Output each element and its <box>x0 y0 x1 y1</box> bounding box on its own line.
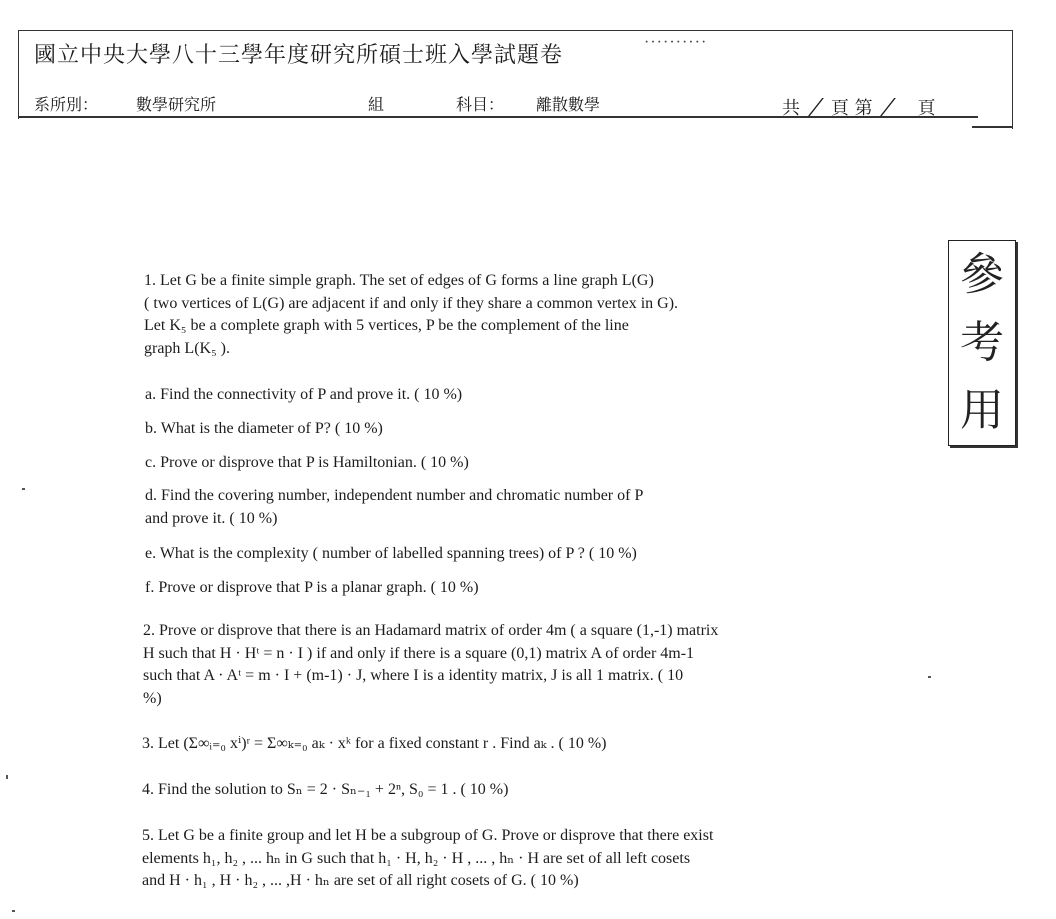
question-5 <box>142 825 713 893</box>
department-value: 數學研究所 <box>136 95 217 114</box>
question-line: ( two vertices of L(G) are adjacent if and only if they share a common vertex in G). <box>144 294 679 312</box>
slash-mark: / <box>805 95 825 120</box>
scan-speck <box>22 488 25 490</box>
scan-speck <box>6 775 8 779</box>
exam-title: 國立中央大學八十三學年度研究所碩士班入學試題卷 <box>34 43 564 68</box>
question-1b: b. What is the diameter of P? ( 10 %) <box>145 420 383 437</box>
question-3: 3. Let (Σ∞ᵢ₌₀ xⁱ)ʳ = Σ∞ₖ₌₀ aₖ · xᵏ for a fixed constant r . Find aₖ . ( 10 %) <box>142 735 607 752</box>
question-1f: f. Prove or disprove that P is a planar graph. ( 10 %) <box>145 579 479 596</box>
question-1e: e. What is the complexity ( number of labelled spanning trees) of P ? ( 10 %) <box>145 545 637 562</box>
group-label: 組 <box>368 95 385 114</box>
question-line: %) <box>143 689 162 707</box>
question-line: 2. Prove or disprove that there is an Hadamard matrix of order 4m ( a square (1,-1) matrix <box>143 622 719 639</box>
question-1 <box>144 270 678 360</box>
question-line: graph L(K₅ ). <box>144 339 230 357</box>
stamp-char: 參 <box>960 249 1004 300</box>
question-line: 5. Let G be a finite group and let H be a subgroup of G. Prove or disprove that there exist <box>142 827 714 844</box>
question-line: Let K₅ be a complete graph with 5 vertices, P be the complement of the line <box>144 317 629 334</box>
header-rule-right <box>972 126 1013 128</box>
department-label: 系所別： <box>34 95 99 114</box>
stamp-char: 用 <box>960 385 1004 436</box>
subject-label: 科目： <box>456 95 505 114</box>
question-4: 4. Find the solution to Sₙ = 2 · Sₙ₋₁ + 2ⁿ, S₀ = 1 . ( 10 %) <box>142 781 509 798</box>
question-line: H such that H · Hᵗ = n · I ) if and only if there is a square (0,1) matrix A of order 4m-1 <box>143 644 695 662</box>
scan-speck <box>928 676 931 678</box>
question-line: 1. Let G be a finite simple graph. The set of edges of G forms a line graph L(G) <box>144 272 654 289</box>
question-1a: a. Find the connectivity of P and prove it. ( 10 %) <box>145 386 463 403</box>
question-2 <box>143 620 718 710</box>
stamp-char: 考 <box>960 317 1004 368</box>
question-line: elements h₁, h₂ , ... hₙ in G such that h₁ · H, h₂ · H , ... , hₙ · H are set of all left cosets <box>142 849 691 867</box>
pages-current-label: 第 <box>854 98 873 119</box>
reference-stamp <box>948 240 1016 446</box>
pages-unit2: 頁 <box>917 98 936 119</box>
subject-value: 離散數學 <box>536 95 601 114</box>
page-count <box>782 94 936 120</box>
question-line: and H · h₁ , H · h₂ , ... ,H · hₙ are set of all right cosets of G. ( 10 %) <box>142 872 579 889</box>
question-line: and prove it. ( 10 %) <box>145 510 278 527</box>
pages-unit: 頁 <box>830 98 849 119</box>
question-1d <box>145 484 643 530</box>
question-1c: c. Prove or disprove that P is Hamiltonian. ( 10 %) <box>145 454 469 471</box>
question-line: such that A · Aᵗ = m · I + (m-1) · J, where I is a identity matrix, J is all 1 matrix. ( 10 <box>143 667 684 684</box>
scan-speck <box>12 910 15 912</box>
question-line: d. Find the covering number, independent number and chromatic number of P <box>145 487 644 504</box>
pages-total-label: 共 <box>782 98 800 119</box>
title-dots: ·········· <box>644 34 708 51</box>
slash-mark: / <box>878 95 898 120</box>
